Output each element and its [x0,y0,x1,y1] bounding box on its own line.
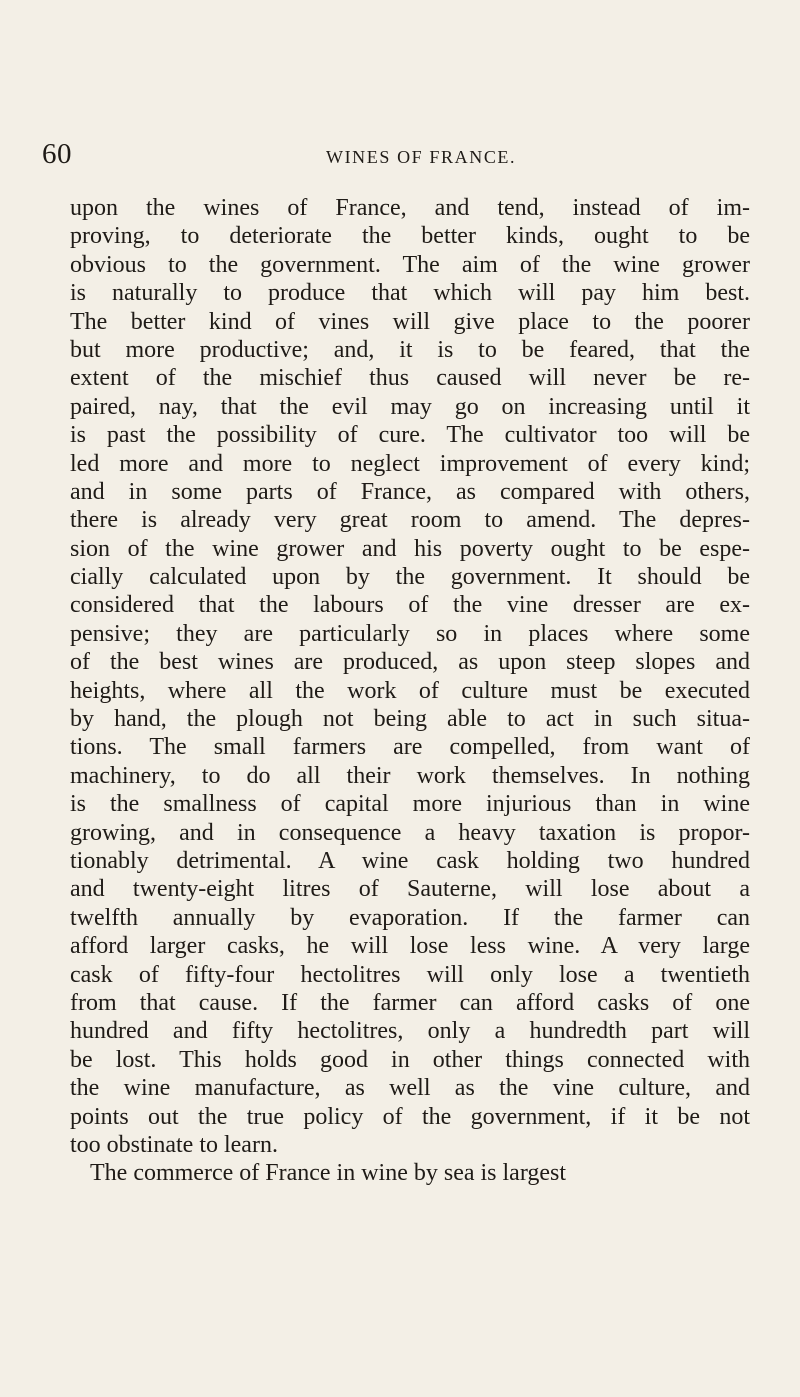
page-number: 60 [42,138,72,170]
text-line: afford larger casks, he will lose less wine. A very large [70,933,750,960]
text-line: and twenty-eight litres of Sauterne, will lose about a [70,876,750,903]
text-line: is the smallness of capital more injurious than in wine [70,791,750,818]
text-line: paired, nay, that the evil may go on increasing until it [70,393,750,420]
text-line: hundred and fifty hectolitres, only a hundredth part will [70,1018,750,1045]
text-line: led more and more to neglect improvement of every kind; [70,450,750,477]
text-line: heights, where all the work of culture must be executed [70,677,750,704]
text-line: The better kind of vines will give place to the poorer [70,308,750,335]
text-line: but more productive; and, it is to be feared, that the [70,336,750,363]
text-line: of the best wines are produced, as upon steep slopes and [70,649,750,676]
text-line: sion of the wine grower and his poverty ought to be espe- [70,535,750,562]
text-line: there is already very great room to amend. The depres- [70,507,750,534]
running-head: WINES OF FRANCE. [326,147,517,167]
text-line: tions. The small farmers are compelled, from want of [70,734,750,761]
text-line: cially calculated upon by the government. It should be [70,564,750,591]
text-line: twelfth annually by evaporation. If the farmer can [70,904,750,931]
text-line: pensive; they are particularly so in places where some [70,620,750,647]
text-line: tionably detrimental. A wine cask holding two hundred [70,847,750,874]
text-line: by hand, the plough not being able to act in such situa- [70,706,750,733]
text-line: cask of fifty-four hectolitres will only lose a twentieth [70,961,750,988]
text-line: from that cause. If the farmer can afford casks of one [70,989,750,1016]
text-line: The commerce of France in wine by sea is largest [90,1160,567,1187]
text-line: upon the wines of France, and tend, instead of im- [70,195,750,221]
text-line: growing, and in consequence a heavy taxation is propor- [70,819,750,846]
text-line: considered that the labours of the vine dresser are ex- [70,592,750,619]
text-line: proving, to deteriorate the better kinds, ought to be [70,223,750,250]
text-line: and in some parts of France, as compared with others, [70,478,750,505]
text-line: machinery, to do all their work themselves. In nothing [70,762,750,789]
body-text [70,194,750,1188]
text-line: be lost. This holds good in other things connected with [70,1046,750,1073]
text-line: obvious to the government. The aim of the wine grower [70,251,750,278]
text-line: the wine manufacture, as well as the vine culture, and [70,1075,750,1102]
text-line: extent of the mischief thus caused will never be re- [70,365,750,392]
text-line: is naturally to produce that which will pay him best. [70,280,750,307]
text-line: too obstinate to learn. [70,1131,278,1158]
text-line: points out the true policy of the government, if it be not [70,1103,750,1130]
text-line: is past the possibility of cure. The cultivator too will be [70,422,750,449]
